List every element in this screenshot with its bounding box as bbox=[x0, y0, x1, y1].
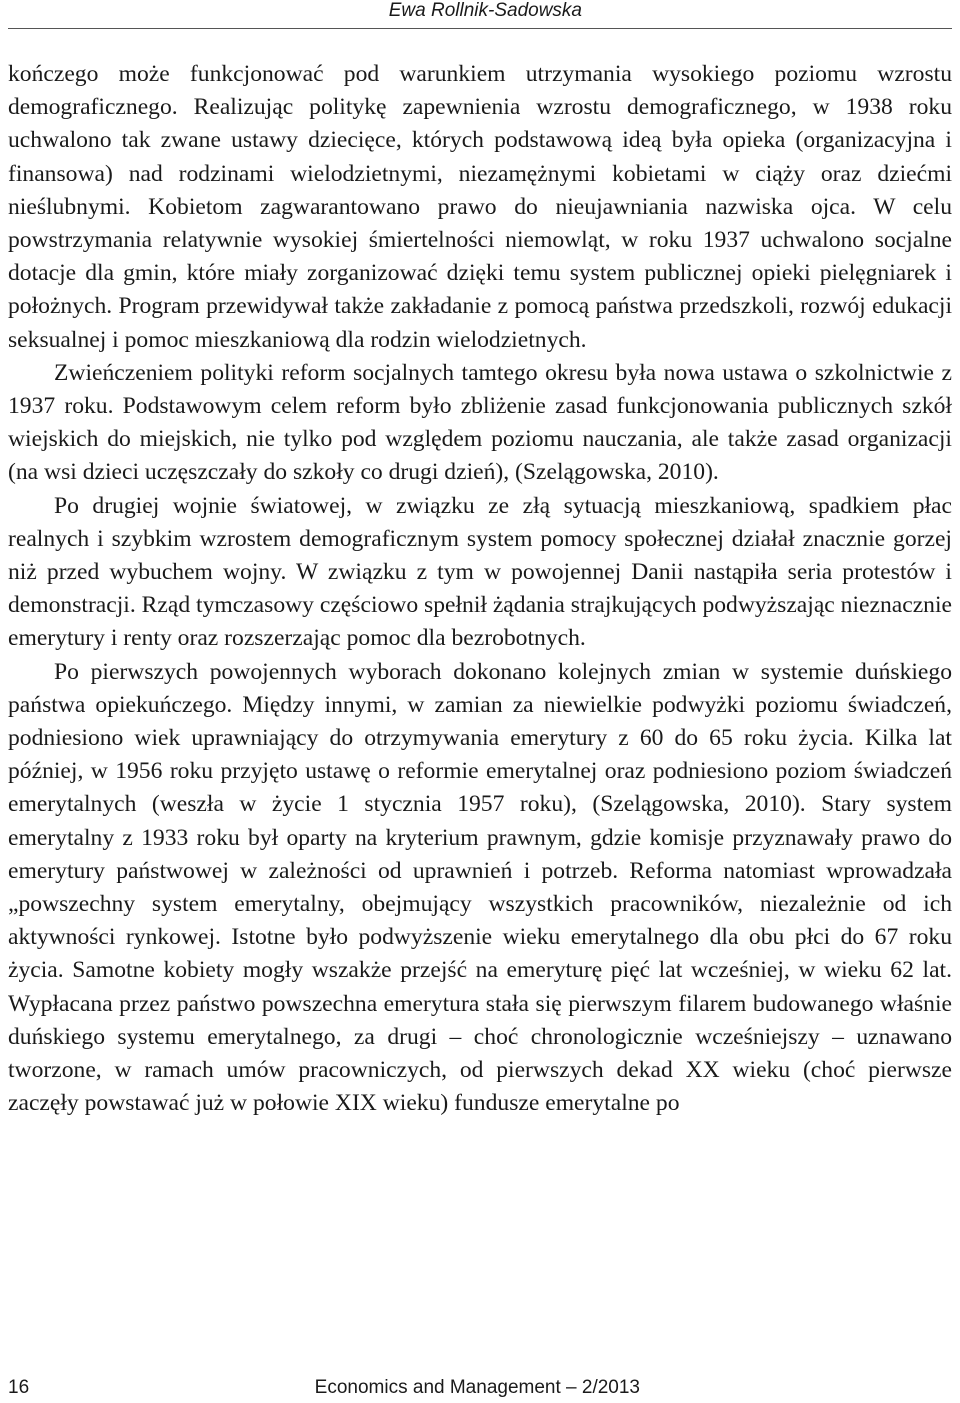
paragraph-school-reform: Zwieńczeniem polityki reform socjalnych tamtego okresu była nowa ustawa o szkolnictwie z 1937 roku. Podstawowym celem reform było zbliżenie zasad funkcjonowania publicznych szkół wiejskich do miejskich, nie tylko pod względem poziomu nauczania, ale także zasad organizacji (na wsi dzieci uczęszczały do szkoły co drugi dzień), (Szelągowska, 2010). bbox=[8, 359, 952, 486]
page-number: 16 bbox=[8, 1377, 30, 1398]
paragraph-postwar: Po drugiej wojnie światowej, w związku ze złą sytuacją mieszkaniową, spadkiem płac realnych i szybkim wzrostem demograficznym system pomocy społecznej działał znacznie gorzej niż przed wybuchem wojny. W związku z tym w powojennej Danii nastąpiła seria protestów i demonstracji. Rząd tymczasowy częściowo spełnił żądania strajkujących podwyższając nieznacznie emerytury i renty oraz rozszerzając pomoc dla bezrobotnych. bbox=[8, 492, 953, 652]
paragraph-pension-reform: Po pierwszych powojennych wyborach dokonano kolejnych zmian w systemie duńskiego państwa opiekuńczego. Między innymi, w zamian za niewielkie podwyżki poziomu świadczeń, podniesiono wiek uprawniający do otrzymywania emerytury z 60 do 65 roku życia. Kilka lat później, w 1956 roku przyjęto ustawę o reformie emerytalnej oraz podniesiono poziom świadczeń emerytalnych (weszła w życie 1 stycznia 1957 roku), (Szelągowska, 2010). Stary system emerytalny z 1933 roku był oparty na kryterium prawnym, gdzie komisje przyznawały prawo do emerytury państwowej w zależności od uprawnień i potrzeb. Reforma natomiast wprowadzała „powszechny system emerytalny, obejmujący wszystkich pracowników, niezależnie od ich aktywności rynkowej. Istotne było podwyższenie wieku emerytalnego dla obu płci do 67 roku życia. Samotne kobiety mogły wszakże przejść na emeryturę pięć lat wcześniej, w wieku 62 lat. Wypłacana przez państwo powszechna emerytura stała się pierwszym filarem budowanego właśnie duńskiego systemu emerytalnego, za drugi – choć chronologicznie wcześniejszy – uznawano tworzone, w ramach umów pracowniczych, od pierwszych dekad XX wieku (choć pierwsze zaczęły powstawać już w połowie XIX wieku) fundusze emerytalne po bbox=[8, 658, 952, 1117]
running-header-author: Ewa Rollnik-Sadowska bbox=[388, 0, 582, 21]
article-body bbox=[8, 58, 952, 1121]
header-rule bbox=[8, 28, 952, 29]
journal-info: Economics and Management – 2/2013 bbox=[314, 1377, 640, 1398]
paragraph-continued: kończego może funkcjonować pod warunkiem utrzymania wysokiego poziomu wzrostu demograficznego. Realizując politykę zapewnienia wzrostu demograficznego, w 1938 roku uchwalono tak zwane ustawy dziecięce, których podstawową ideą była opieka (organizacyjna i finansowa) nad rodzinami wielodzietnymi, niezamężnymi kobietami w ciąży oraz dziećmi nieślubnymi. Kobietom zagwarantowano prawo do nieujawniania nazwiska ojca. W celu powstrzymania relatywnie wysokiej śmiertelności niemowląt, w roku 1937 uchwalono socjalne dotacje dla gmin, które miały zorganizować dzięki temu system publicznej opieki pielęgniarek i położnych. Program przewidywał także zakładanie z pomocą państwa przedszkoli, rozwój edukacji seksualnej i pomoc mieszkaniową dla rodzin wielodzietnych. bbox=[8, 61, 952, 353]
